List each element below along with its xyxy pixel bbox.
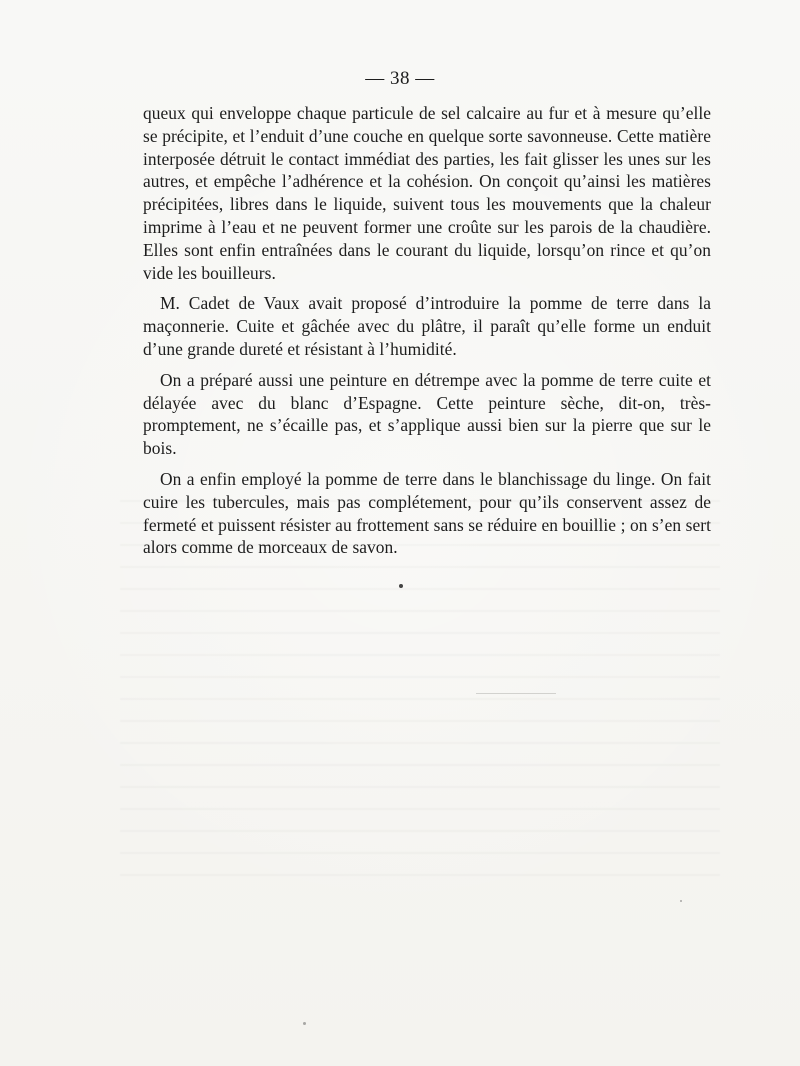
page-body [143, 102, 711, 559]
paragraph-peinture: On a préparé aussi une peinture en détrempe avec la pomme de terre cuite et délayée avec du blanc d’Espagne. Cette peinture sèche, dit-on, très-promptement, ne s’écaille pas, et s’applique aussi bien sur la pierre que sur le bois. [143, 369, 711, 459]
paragraph-cadet-de-vaux: M. Cadet de Vaux avait proposé d’introduire la pomme de terre dans la maçonnerie. Cuite et gâchée avec du plâtre, il paraît qu’elle forme un enduit d’une grande dureté et résistant à l’humidité. [143, 293, 711, 359]
show-through-rule [476, 693, 556, 694]
ink-mark [399, 584, 403, 588]
paragraph-blanchissage: On a enfin employé la pomme de terre dans le blanchissage du linge. On fait cuire les tubercules, mais pas complétement, pour qu’ils conservent assez de fermeté et puissent résister au frottement sans se réduire en bouillie ; on s’en sert alors comme de morceaux de savon. [143, 468, 711, 558]
page-number: — 38 — [365, 68, 435, 89]
paper-speck [680, 900, 682, 902]
paragraph-continued: queux qui enveloppe chaque particule de sel calcaire au fur et à mesure qu’elle se précipite, et l’enduit d’une couche en quelque sorte savonneuse. Cette matière interposée détruit le contact immédiat des parties, les fait glisser les unes sur les autres, et empêche l’adhérence et la cohésion. On conçoit qu’ainsi les matières précipitées, libres dans le liquide, suivent tous les mouvements que la chaleur imprime à l’eau et ne peuvent former une croûte sur les parois de la chaudière. Elles sont enfin entraînées dans le courant du liquide, lorsqu’on rince et qu’on vide les bouilleurs. [143, 103, 711, 283]
paper-speck [303, 1022, 306, 1025]
